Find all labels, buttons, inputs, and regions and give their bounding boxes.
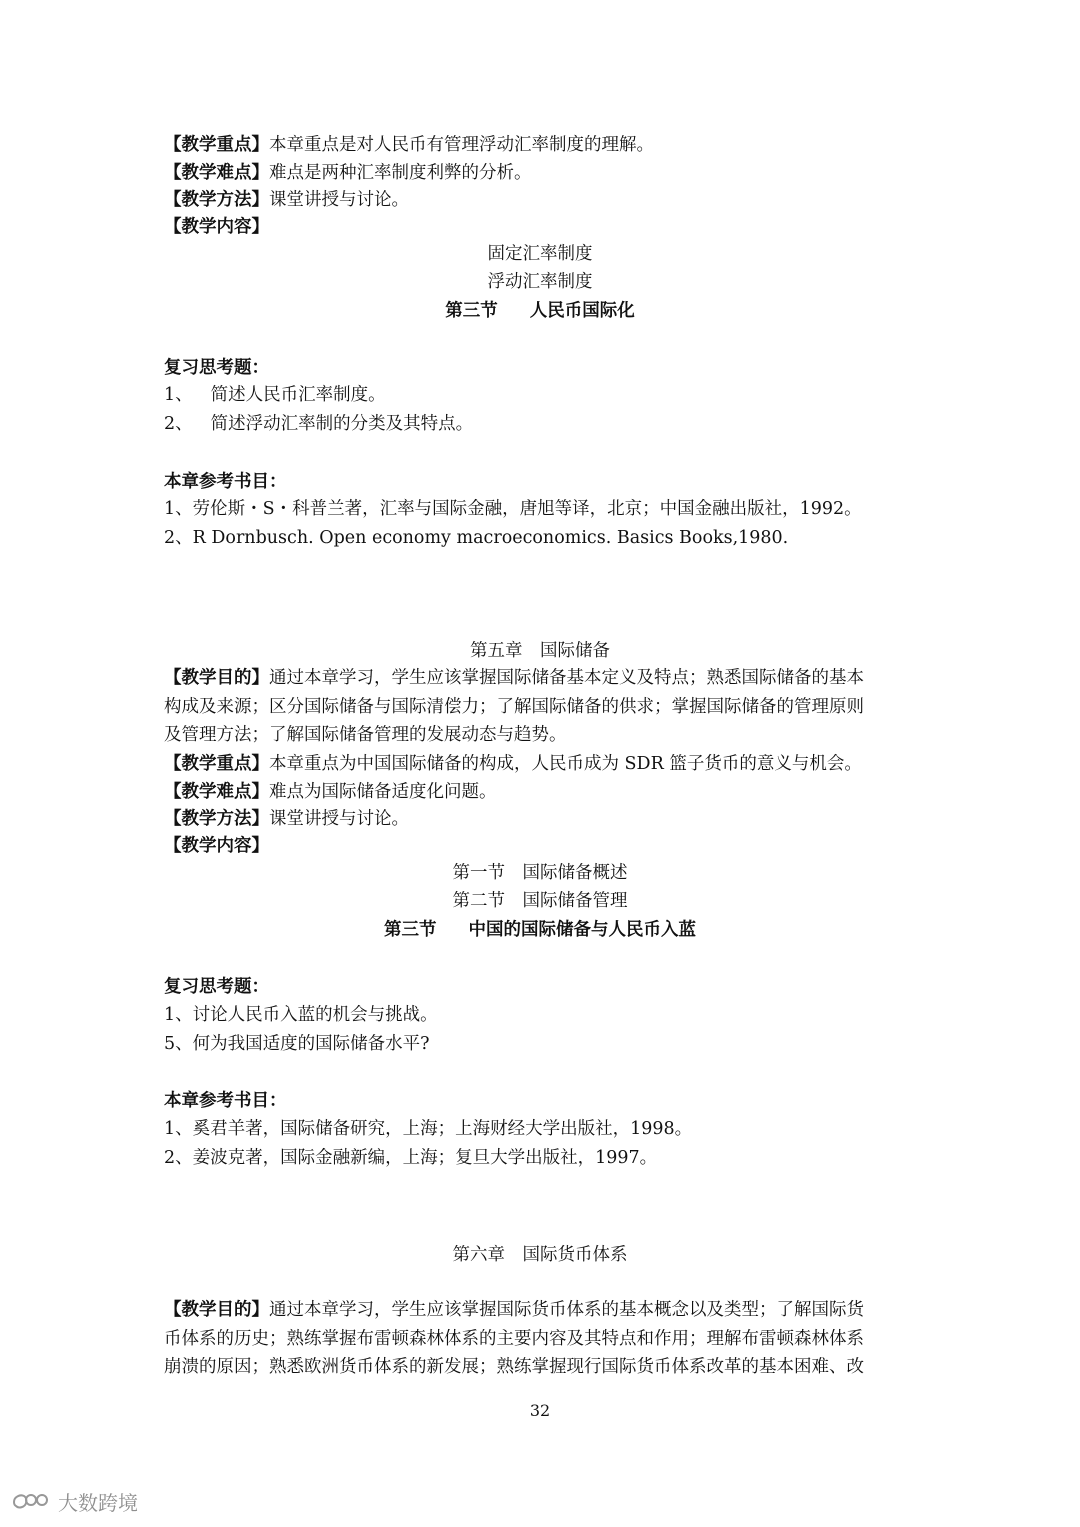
- teaching-focus-text: 本章重点为中国国际储备的构成，人民币成为 SDR 篮子货币的意义与机会。: [269, 754, 862, 774]
- teaching-goal-label: 【教学目的】: [164, 1300, 269, 1320]
- chapter-6-title: 第六章 国际货币体系: [452, 1245, 628, 1265]
- teaching-difficulty-line: [164, 160, 924, 186]
- chapter-5-reference-1: 1、奚君羊著，国际储备研究，上海；上海财经大学出版社，1998。: [164, 1119, 693, 1139]
- chapter-5-goal-line-3: 及管理方法；了解国际储备管理的发展动态与趋势。: [164, 725, 567, 745]
- review-question-number: 2、: [164, 414, 193, 434]
- chapter-5-method-line: [164, 806, 924, 832]
- teaching-method-label: 【教学方法】: [164, 190, 269, 210]
- page-number: 32: [529, 1401, 551, 1420]
- review-question-text: 简述人民币汇率制度。: [210, 385, 386, 405]
- section-title-rmb-internationalization: [0, 298, 1080, 324]
- content-item-fixed-rate: 固定汇率制度: [487, 244, 593, 264]
- reference-2: 2、R Dornbusch. Open economy macroeconomics. Basics Books,1980.: [164, 528, 789, 548]
- references-title: 本章参考书目：: [164, 472, 287, 492]
- section-name: 人民币国际化: [529, 301, 635, 321]
- teaching-content-label-line: [164, 214, 924, 240]
- teaching-difficulty-text: 难点为国际储备适度化问题。: [269, 782, 497, 802]
- teaching-focus-label: 【教学重点】: [164, 754, 269, 774]
- teaching-method-label: 【教学方法】: [164, 809, 269, 829]
- chapter-5-review-question-1: 1、讨论人民币入蓝的机会与挑战。: [164, 1005, 438, 1025]
- teaching-method-text: 课堂讲授与讨论。: [269, 190, 409, 210]
- teaching-goal-label: 【教学目的】: [164, 668, 269, 688]
- watermark: [10, 1488, 150, 1518]
- chapter-5-difficulty-line: [164, 779, 924, 805]
- chapter-5-section-3-title: [0, 917, 1080, 943]
- weibo-like-logo-icon: [10, 1490, 52, 1514]
- chapter-5-goal-line-1: [164, 665, 924, 691]
- chapter-6-goal-line-3: 崩溃的原因；熟悉欧洲货币体系的新发展；熟练掌握现行国际货币体系改革的基本困难、改: [164, 1357, 864, 1377]
- chapter-5-section-2: 第二节 国际储备管理: [452, 891, 628, 911]
- section-number: 第三节: [445, 301, 498, 321]
- chapter-5-section-1: 第一节 国际储备概述: [452, 863, 628, 883]
- chapter-5-reference-2: 2、姜波克著，国际金融新编，上海；复旦大学出版社，1997。: [164, 1148, 658, 1168]
- review-question-number: 1、: [164, 385, 193, 405]
- chapter-6-goal-line-1: [164, 1297, 924, 1323]
- teaching-focus-text: 本章重点是对人民币有管理浮动汇率制度的理解。: [269, 135, 654, 155]
- review-question-2: [164, 411, 924, 437]
- section-name: 中国的国际储备与人民币入蓝: [468, 920, 696, 940]
- review-question-1: [164, 382, 924, 408]
- teaching-goal-text: 通过本章学习，学生应该掌握国际储备基本定义及特点；熟悉国际储备的基本: [269, 668, 864, 688]
- review-questions-title: 复习思考题：: [164, 358, 269, 378]
- teaching-difficulty-label: 【教学难点】: [164, 163, 269, 183]
- review-question-text: 简述浮动汇率制的分类及其特点。: [210, 414, 474, 434]
- teaching-difficulty-text: 难点是两种汇率制度利弊的分析。: [269, 163, 532, 183]
- section-number: 第三节: [384, 920, 437, 940]
- teaching-method-text: 课堂讲授与讨论。: [269, 809, 409, 829]
- teaching-content-label: 【教学内容】: [164, 217, 269, 237]
- chapter-6-goal-line-2: 币体系的历史；熟练掌握布雷顿森林体系的主要内容及其特点和作用；理解布雷顿森林体系: [164, 1329, 864, 1349]
- content-item-floating-rate: 浮动汇率制度: [487, 272, 593, 292]
- teaching-method-line: [164, 187, 924, 213]
- chapter-5-review-title: 复习思考题：: [164, 977, 269, 997]
- teaching-goal-text: 通过本章学习，学生应该掌握国际货币体系的基本概念以及类型；了解国际货: [269, 1300, 864, 1320]
- teaching-difficulty-label: 【教学难点】: [164, 782, 269, 802]
- teaching-content-label: 【教学内容】: [164, 836, 269, 856]
- chapter-5-review-question-2: 5、何为我国适度的国际储备水平?: [164, 1034, 430, 1054]
- chapter-5-title: 第五章 国际储备: [470, 641, 610, 661]
- reference-1: 1、劳伦斯・S・科普兰著，汇率与国际金融，唐旭等译，北京；中国金融出版社，1992。: [164, 499, 862, 519]
- chapter-5-goal-line-2: 构成及来源；区分国际储备与国际清偿力；了解国际储备的供求；掌握国际储备的管理原则: [164, 697, 864, 717]
- chapter-5-focus-line: [164, 751, 924, 777]
- teaching-focus-label: 【教学重点】: [164, 135, 269, 155]
- watermark-text: 大数跨境: [58, 1491, 138, 1515]
- teaching-focus-line: [164, 132, 924, 158]
- chapter-5-content-label-line: [164, 833, 924, 859]
- chapter-5-references-title: 本章参考书目：: [164, 1091, 287, 1111]
